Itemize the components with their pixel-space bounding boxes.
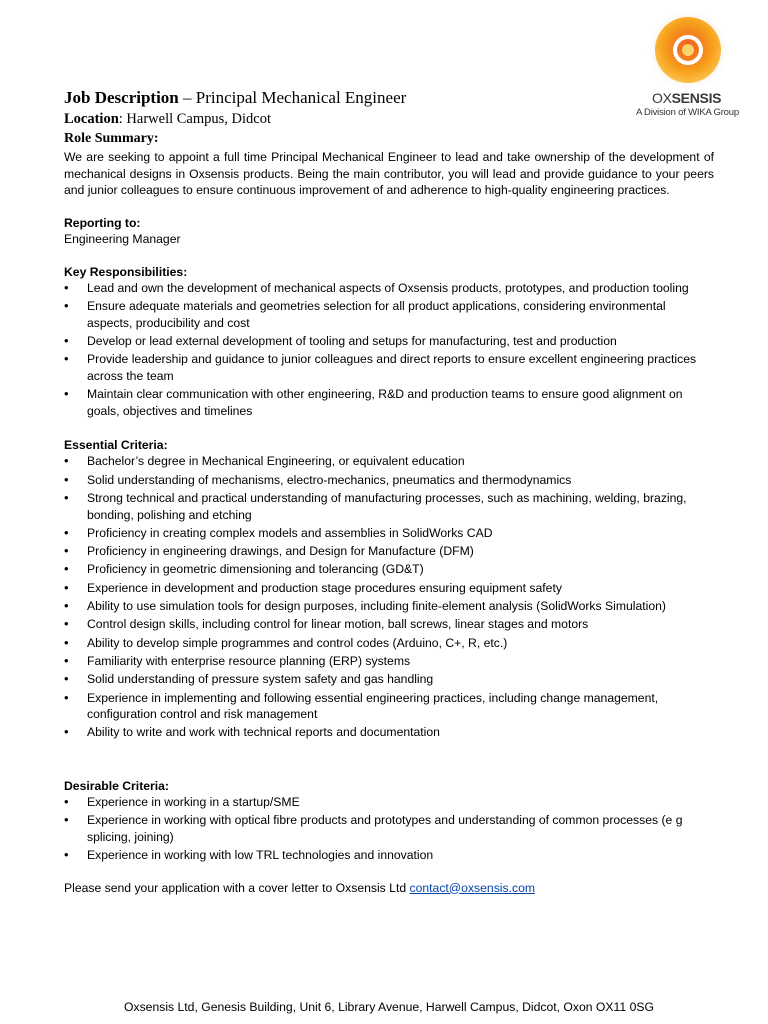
list-item: • Familiarity with enterprise resource planning (ERP) systems <box>64 653 714 670</box>
location-line: Location: Harwell Campus, Didcot <box>64 111 272 127</box>
list-item: • Ensure adequate materials and geometries selection for all product applications, considering environmental aspects, producibility and cost <box>64 298 714 331</box>
footer-address: Oxsensis Ltd, Genesis Building, Unit 6, Library Avenue, Harwell Campus, Didcot, Oxon OX11 0SG <box>124 1000 654 1014</box>
list-item: • Maintain clear communication with other engineering, R&D and production teams to ensure good alignment on goals, objectives and timelines <box>64 386 714 419</box>
role-summary-heading: Role Summary: <box>64 131 159 146</box>
essential-heading: Essential Criteria: <box>64 437 168 452</box>
list-item: • Ability to write and work with technical reports and documentation <box>64 724 714 741</box>
list-item: • Experience in working in a startup/SME <box>64 794 714 811</box>
brand-subtitle: A Division of WIKA Group <box>636 107 739 118</box>
list-item: • Experience in development and production stage procedures ensuring equipment safety <box>64 580 714 597</box>
page-title: Job Description – Principal Mechanical Engineer <box>64 88 407 107</box>
list-item: • Lead and own the development of mechanical aspects of Oxsensis products, prototypes, and production tooling <box>64 280 714 297</box>
list-item: • Develop or lead external development of tooling and setups for manufacturing, test and production <box>64 333 714 350</box>
list-item: • Solid understanding of mechanisms, electro-mechanics, pneumatics and thermodynamics <box>64 472 714 489</box>
list-item: • Bachelor’s degree in Mechanical Engineering, or equivalent education <box>64 453 714 470</box>
reporting-value: Engineering Manager <box>64 232 181 246</box>
desirable-list <box>64 794 714 864</box>
list-item: • Experience in implementing and following essential engineering practices, including change management, configuration control and risk management <box>64 690 714 723</box>
list-item: • Proficiency in engineering drawings, and Design for Manufacture (DFM) <box>64 543 714 560</box>
role-summary-text: We are seeking to appoint a full time Principal Mechanical Engineer to lead and take ownership of the development of mechanical designs in Oxsensis products. Being the main contributor, you will lead and provide guidance to your peers and junior colleagues to ensure continuous improvement of and adherence to high-quality engineering practices. <box>64 150 714 197</box>
logo-sun-icon <box>640 8 740 92</box>
responsibilities-heading: Key Responsibilities: <box>64 264 188 279</box>
responsibilities-list <box>64 280 714 419</box>
list-item: • Experience in working with optical fibre products and prototypes and understanding of common processes (e g splicing, joining) <box>64 812 714 845</box>
list-item: • Proficiency in creating complex models and assemblies in SolidWorks CAD <box>64 525 714 542</box>
essential-list <box>64 453 714 740</box>
list-item: • Experience in working with low TRL technologies and innovation <box>64 847 714 864</box>
reporting-heading: Reporting to: <box>64 215 141 230</box>
job-description-document <box>64 88 714 896</box>
list-item: • Solid understanding of pressure system safety and gas handling <box>64 671 714 688</box>
list-item: • Ability to develop simple programmes and control codes (Arduino, C+, R, etc.) <box>64 635 714 652</box>
desirable-heading: Desirable Criteria: <box>64 778 169 793</box>
list-item: • Control design skills, including control for linear motion, ball screws, linear stages and motors <box>64 616 714 633</box>
application-instructions: Please send your application with a cover letter to Oxsensis Ltd contact@oxsensis.com <box>64 880 535 895</box>
brand-name: OXSENSIS <box>652 90 722 106</box>
list-item: • Proficiency in geometric dimensioning and tolerancing (GD&T) <box>64 561 714 578</box>
list-item: • Provide leadership and guidance to junior colleagues and direct reports to ensure excellent engineering practices across the team <box>64 351 714 384</box>
list-item: • Ability to use simulation tools for design purposes, including finite-element analysis (SolidWorks Simulation) <box>64 598 714 615</box>
contact-email-link[interactable]: contact@oxsensis.com <box>409 880 535 895</box>
list-item: • Strong technical and practical understanding of manufacturing processes, such as machining, welding, brazing, bonding, polishing and etching <box>64 490 714 523</box>
